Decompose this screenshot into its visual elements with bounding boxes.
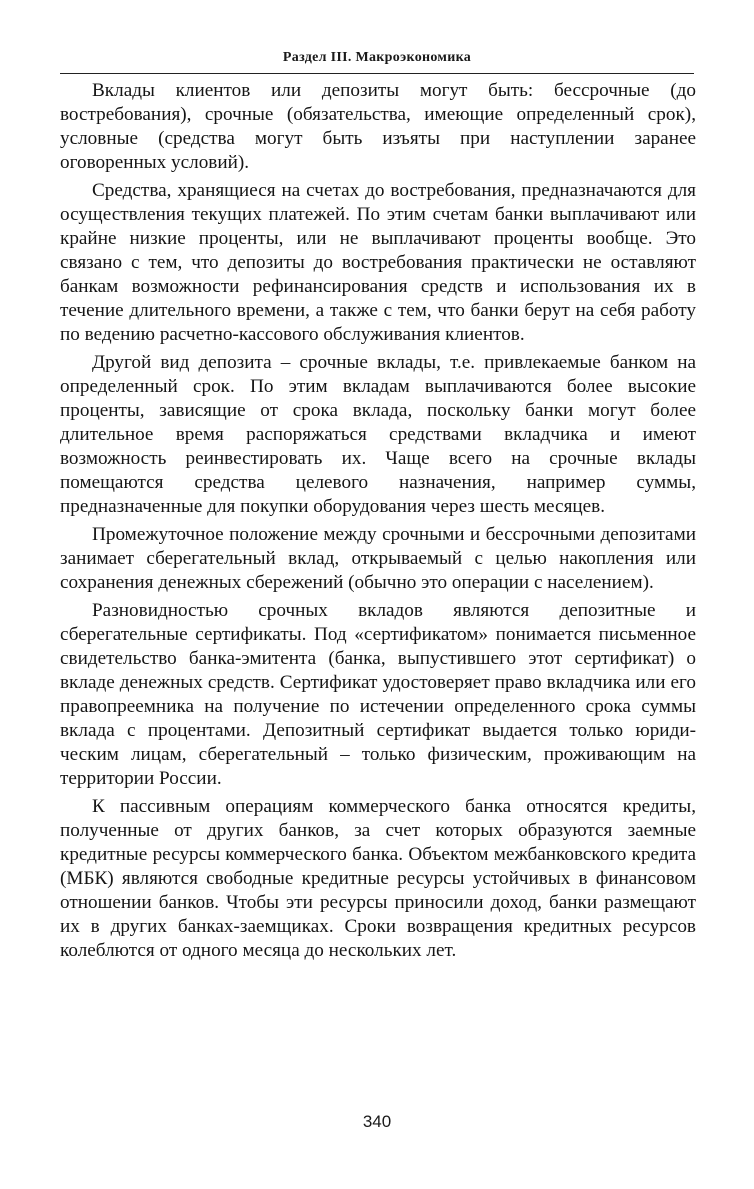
running-head: Раздел III. Макроэкономика: [282, 50, 472, 65]
body-text: [60, 79, 696, 967]
paragraph-interbank-credit: К пассивным операциям коммерческого банка относятся кредиты, полученные от других банков, за счет которых образуются заемные кредитные ресурсы коммерческого банка. Объектом межбанковского кредита (МБК) являются свободные кредитные ресурсы устойчивых в финансовом отношении банков. Чтобы эти ресурсы приносили доход, банки размещают их в других банках-заемщиках. Сроки возвращения кредитных ресурсов колеблются от одного месяца до нескольких лет.: [60, 796, 696, 961]
paragraph-demand-deposits: Средства, хранящиеся на счетах до востребования, предназначаются для осуществления текущих платежей. По этим счетам банки выплачивают или крайне низкие проценты, или не выплачивают проценты вообще. Это связано с тем, что депозиты до востребования практически не оставляют банкам возможности рефинансирования средств и использования их в течение длительного времени, а также с тем, что банки берут на себя работу по ведению расчетно-кассового обслуживания клиентов.: [60, 180, 696, 345]
paragraph-savings-deposit: Промежуточное положение между срочными и бессрочными депозитами занимает сберегательный вклад, открываемый с целью накопления или сохранения денежных сбережений (обычно это операции с населением).: [60, 524, 696, 593]
page-number: 340: [362, 1112, 392, 1131]
header-rule: [60, 73, 694, 74]
paragraph-time-deposits: Другой вид депозита – срочные вклады, т.е. привлекаемые банком на определенный срок. По этим вкладам выплачиваются более высокие проценты, зависящие от срока вклада, поскольку банки могут более длительное время распоряжаться средствами вкладчика и имеют возможность реинвестировать их. Чаще всего на срочные вклады помещаются средства целевого назначения, например суммы, предназначенные для покупки оборудования через шесть месяцев.: [60, 352, 696, 517]
paragraph-certificates: Разновидностью срочных вкладов являются депозитные и сберегательные сертификаты. Под «сертификатом» понимается письменное свидетельство банка-эмитента (банка, выпустившего этот сертификат) о вкладе денежных средств. Сертификат удостоверяет право вкладчика или его правопреемника на получение по истечении определенного срока суммы вклада с процентами. Депозитный сертификат выдается только юридическим лицам, сберегательный – только физическим, проживающим на территории России.: [60, 600, 696, 789]
paragraph-deposit-types: Вклады клиентов или депозиты могут быть: бессрочные (до востребования), срочные (обязательства, имеющие определенный срок), условные (средства могут быть изъяты при наступлении заранее оговоренных условий).: [60, 80, 696, 173]
